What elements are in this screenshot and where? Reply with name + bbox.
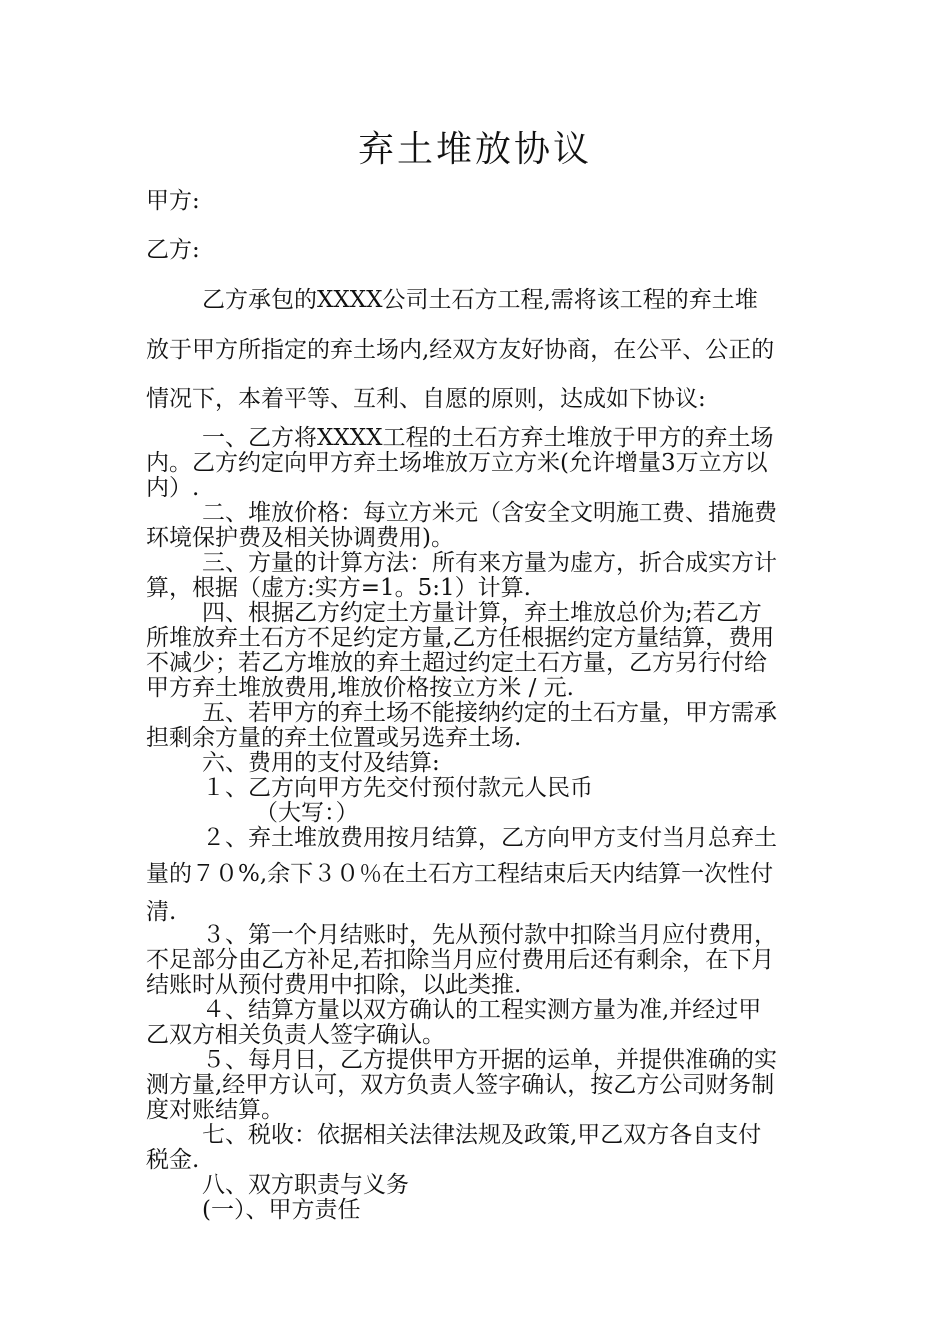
clause6-item3-line-1: ３、第一个月结账时，先从预付款中扣除当月应付费用， xyxy=(202,922,777,948)
clause4-line-3: 不减少；若乙方堆放的弃土超过约定土石方量，乙方另行付给 xyxy=(146,650,767,676)
clause6-item5-line-1: ５、每月日，乙方提供甲方开据的运单，并提供准确的实 xyxy=(202,1047,777,1073)
document-title: 弃土堆放协议 xyxy=(357,129,592,170)
clause6-item5-line-3: 度对账结算。 xyxy=(146,1097,284,1123)
clause6-item5-line-2: 测方量,经甲方认可，双方负责人签字确认，按乙方公司财务制 xyxy=(146,1072,775,1098)
clause4-line-1: 四、根据乙方约定土方量计算，弃土堆放总价为;若乙方 xyxy=(202,600,762,626)
clause3-line-2: 算，根据（虚方:实方=1。5:1）计算. xyxy=(146,575,531,601)
clause1-line-1: 一、乙方将XXXX工程的土石方弃土堆放于甲方的弃土场 xyxy=(202,425,774,451)
clause4-line-2: 所堆放弃土石方不足约定方量,乙方任根据约定方量结算，费用 xyxy=(146,625,775,651)
clause5-line-1: 五、若甲方的弃土场不能接纳约定的土石方量，甲方需承 xyxy=(202,700,777,726)
clause6-item4-line-2: 乙双方相关负责人签字确认。 xyxy=(146,1022,445,1048)
clause1-line-2: 内。乙方约定向甲方弃土场堆放万立方米(允许增量3万立方以 xyxy=(146,450,768,476)
clause8-section1-title: (一）、甲方责任 xyxy=(202,1197,361,1223)
party-b-label: 乙方: xyxy=(146,237,200,263)
clause6-item3-line-2: 不足部分由乙方补足,若扣除当月应付费用后还有剩余，在下月 xyxy=(146,947,775,973)
clause7-line-1: 七、税收：依据相关法律法规及政策,甲乙双方各自支付 xyxy=(202,1122,762,1148)
clause6-item1-upper: （大写：） xyxy=(255,800,359,826)
clause2-line-1: 二、堆放价格：每立方米元（含安全文明施工费、措施费 xyxy=(202,500,777,526)
clause7-line-2: 税金. xyxy=(146,1147,200,1173)
clause3-line-1: 三、方量的计算方法：所有来方量为虚方，折合成实方计 xyxy=(202,550,777,576)
clause6-item2-line-3: 清. xyxy=(146,899,177,925)
clause2-line-2: 环境保护费及相关协调费用)。 xyxy=(146,525,454,551)
clause6-title: 六、费用的支付及结算: xyxy=(202,750,440,776)
clause4-line-4: 甲方弃土堆放费用,堆放价格按立方米 / 元. xyxy=(146,675,574,701)
clause6-item2-line-1: ２、弃土堆放费用按月结算，乙方向甲方支付当月总弃土 xyxy=(202,825,777,851)
clause1-line-3: 内）. xyxy=(146,475,200,501)
intro-line-3: 情况下，本着平等、互利、自愿的原则，达成如下协议: xyxy=(146,386,706,412)
clause6-item2-line-2: 量的７０%,余下３０％在土石方工程结束后天内结算一次性付 xyxy=(146,861,774,887)
clause8-title: 八、双方职责与义务 xyxy=(202,1172,409,1198)
intro-line-1: 乙方承包的XXXX公司土石方工程,需将该工程的弃土堆 xyxy=(202,287,758,313)
clause6-item4-line-1: ４、结算方量以双方确认的工程实测方量为准,并经过甲 xyxy=(202,997,762,1023)
clause6-item1: １、乙方向甲方先交付预付款元人民币 xyxy=(202,775,593,801)
clause6-item3-line-3: 结账时从预付费用中扣除，以此类推. xyxy=(146,972,522,998)
clause5-line-2: 担剩余方量的弃土位置或另选弃土场. xyxy=(146,725,522,751)
party-a-label: 甲方: xyxy=(146,188,200,214)
intro-line-2: 放于甲方所指定的弃土场内,经双方友好协商，在公平、公正的 xyxy=(146,337,775,363)
